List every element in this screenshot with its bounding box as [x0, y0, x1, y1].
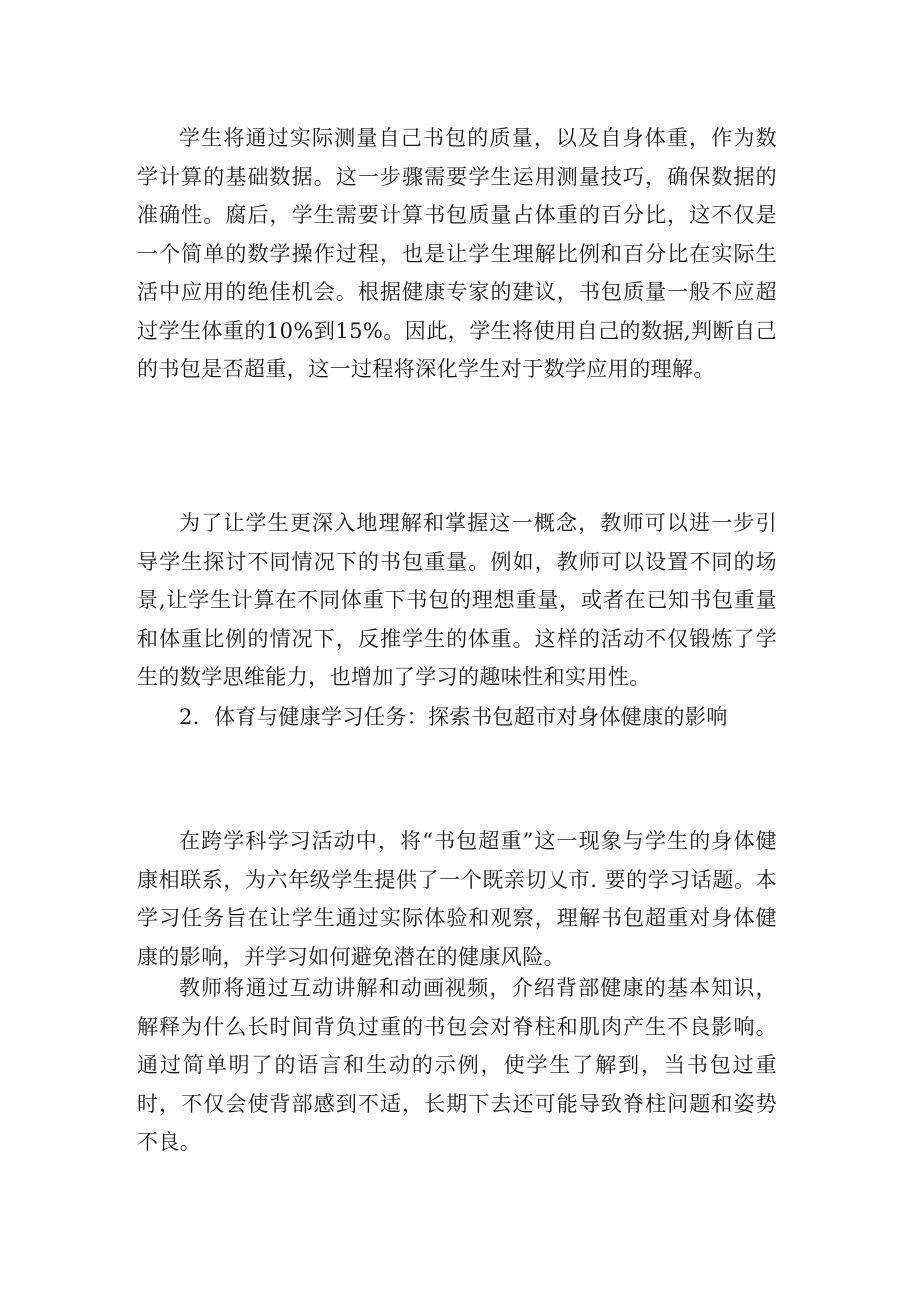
paragraph-math-measurement: 学生将通过实际测量自己书包的质量，以及自身体重，作为数学计算的基础数据。这一步骤需要学生运用测量技巧，确保数据的准确性。腐后，学生需要计算书包质量占体重的百分比，这不仅是一个简单的数学操作过程，也是让学生理解比例和百分比在实际生活中应用的绝佳机会。根据健康专家的建议，书包质量一般不应超过学生体重的10%到15%。因此，学生将使用自己的数据,判断自己的书包是否超重，这一过程将深化学生对于数学应用的理解。 [137, 126, 777, 381]
paragraph-back-health: 教师将通过互动讲解和动画视频，介绍背部健康的基本知识，解释为什么长时间背负过重的书包会对脊柱和肌肉产生不良影响。通过简单明了的语言和生动的示例，使学生了解到，当书包过重时，不仅会使背部感到不适，长期下去还可能导致脊柱问题和姿势不良。 [137, 976, 777, 1154]
section-heading: 2．体育与健康学习任务：探索书包超市对身体健康的影响 [179, 705, 728, 729]
paragraph-interdisciplinary: 在跨学科学习活动中，将“书包超重”这一现象与学生的身体健康相联系，为六年级学生提供了一个既亲切乂市. 要的学习话题。本学习任务旨在让学生通过实际体验和观察，理解书包超重对身体健康的影响，并学习如何避免潜在的健康风险。 [137, 829, 777, 969]
paragraph-teacher-guidance: 为了让学生更深入地理解和掌握这一概念，教师可以进一步引导学生探讨不同情况下的书包重量。例如，教师可以设置不同的场景,让学生计算在不同体重下书包的理想重量，或者在已知书包重量和体重比例的情况下，反推学生的体重。这样的活动不仅锻炼了学生的数学思维能力，也增加了学习的趣味性和实用性。 [137, 511, 777, 689]
